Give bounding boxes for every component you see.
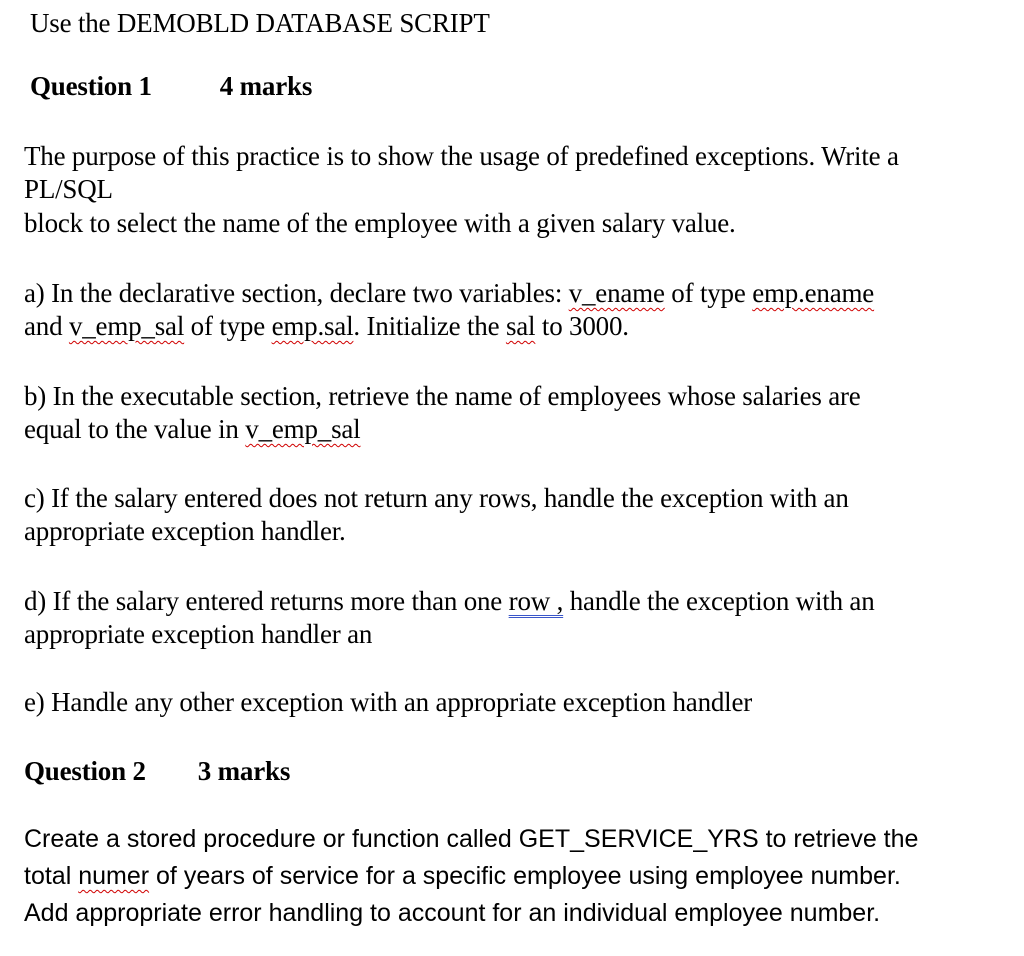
part-a-text: of type (184, 311, 272, 341)
q2-text: total (24, 862, 79, 890)
code-v-ename: v_ename (568, 278, 665, 308)
q2-line-1: Create a stored procedure or function called GET_SERVICE_YRS to retrieve the (24, 825, 919, 853)
part-d-text: handle the exception with an (563, 586, 875, 616)
question-1-marks: 4 marks (219, 71, 313, 101)
code-v-emp-sal: v_emp_sal (68, 311, 185, 341)
question-2-marks: 3 marks (197, 756, 291, 786)
part-a-text: and (24, 311, 69, 341)
part-a-line-2 (24, 309, 629, 343)
part-a-text: . Initialize the (353, 311, 506, 341)
part-e-line-1: e) Handle any other exception with an appropriate exception handler (24, 687, 753, 717)
spelling-flag-numer: numer (78, 862, 150, 890)
q2-text: of years of service for a specific employee using employee number. (149, 862, 901, 890)
q1-intro-line-3: block to select the name of the employee with a given salary value. (24, 208, 736, 238)
q1-intro-line-1: The purpose of this practice is to show the usage of predefined exceptions. Write a (24, 141, 899, 171)
q1-intro-line-2: PL/SQL (24, 174, 113, 204)
part-b-line-1: b) In the executable section, retrieve the name of employees whose salaries are (24, 381, 861, 411)
grammar-flag-row: row , (508, 586, 564, 616)
code-emp-ename: emp.ename (752, 278, 875, 308)
question-2-heading (24, 754, 290, 788)
question-1-heading (30, 69, 312, 103)
code-v-emp-sal: v_emp_sal (245, 414, 361, 444)
part-c-line-1: c) If the salary entered does not return any rows, handle the exception with an (24, 483, 849, 513)
code-emp-sal: emp.sal (271, 311, 354, 341)
part-a-text: to 3000. (535, 311, 629, 341)
part-b-text: equal to the value in (24, 414, 246, 444)
part-d-text: d) If the salary entered returns more than one (24, 586, 509, 616)
part-a-text: of type (664, 278, 753, 308)
code-sal: sal (505, 311, 536, 341)
question-2-label: Question 2 (24, 756, 146, 786)
question-1-label: Question 1 (30, 71, 152, 101)
part-d-line-2: appropriate exception handler an (24, 619, 373, 649)
part-b-line-2 (24, 412, 360, 446)
q2-line-2 (24, 859, 901, 893)
instruction-line: Use the DEMOBLD DATABASE SCRIPT (30, 8, 490, 38)
part-a-text: a) In the declarative section, declare two variables: (24, 278, 569, 308)
q2-line-3: Add appropriate error handling to account for an individual employee number. (24, 899, 881, 927)
part-c-line-2: appropriate exception handler. (24, 516, 346, 546)
part-d-line-1 (24, 584, 875, 618)
part-a-line-1 (24, 276, 874, 310)
